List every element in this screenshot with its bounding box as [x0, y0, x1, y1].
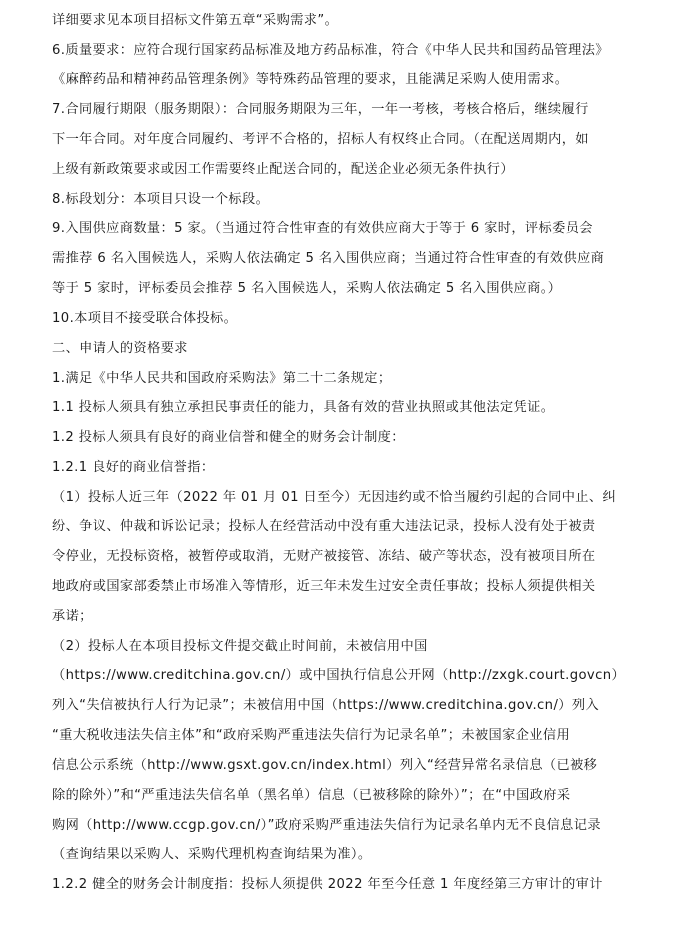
text-line: 1.2 投标人须具有良好的商业信誉和健全的财务会计制度：: [52, 430, 405, 445]
text-line: 除的除外）”和“严重违法失信名单（黑名单）信息（已被移除的除外）”；在“中国政府采: [52, 788, 571, 803]
text-line: 地政府或国家部委禁止市场准入等情形，近三年未发生过安全责任事故；投标人须提供相关: [52, 579, 596, 594]
text-line: 9.入围供应商数量：5 家。（当通过符合性审查的有效供应商大于等于 6 家时，评标委员会: [52, 221, 593, 236]
text-line: 上级有新政策要求或因工作需要终止配送合同的，配送企业必须无条件执行）: [52, 162, 514, 177]
text-line: 需推荐 6 名入围候选人，采购人依法确定 5 名入围供应商；当通过符合性审查的有效供应商: [52, 251, 605, 266]
text-line: 承诺；: [52, 609, 93, 624]
text-line: （https://www.creditchina.gov.cn/）或中国执行信息公开网（http://zxgk.court.govcn）: [52, 668, 626, 683]
text-line: 信息公示系统（http://www.gsxt.gov.cn/index.html）列入“经营异常名录信息（已被移: [52, 758, 598, 773]
text-line: 7.合同履行期限（服务期限）：合同服务期限为三年，一年一考核，考核合格后，继续履行: [52, 102, 589, 117]
text-line: 1.满足《中华人民共和国政府采购法》第二十二条规定；: [52, 371, 392, 386]
section-heading: 二、申请人的资格要求: [52, 341, 188, 356]
text-line: 8.标段划分：本项目只设一个标段。: [52, 192, 270, 207]
text-line: （查询结果以采购人、采购代理机构查询结果为准）。: [52, 847, 372, 862]
text-line: “重大税收违法失信主体”和“政府采购严重违法失信行为记录名单”；未被国家企业信用: [52, 728, 571, 743]
text-line: （2）投标人在本项目投标文件提交截止时间前，未被信用中国: [52, 639, 428, 654]
text-line: 详细要求见本项目招标文件第五章“采购需求”。: [52, 13, 339, 28]
text-line: 10.本项目不接受联合体投标。: [52, 311, 238, 326]
text-line: 列入“失信被执行人行为记录”；未被信用中国（https://www.creditchina.gov.cn/）列入: [52, 698, 600, 713]
text-line: （1）投标人近三年（2022 年 01 月 01 日至今）无因违约或不恰当履约引起的合同中止、纠: [52, 490, 617, 505]
text-line: 《麻醉药品和精神药品管理条例》等特殊药品管理的要求，且能满足采购人使用需求。: [52, 72, 569, 87]
text-line: 1.2.2 健全的财务会计制度指：投标人须提供 2022 年至今任意 1 年度经第三方审计的审计: [52, 877, 603, 892]
text-line: 等于 5 家时，评标委员会推荐 5 名入围候选人，采购人依法确定 5 名入围供应商。）: [52, 281, 562, 296]
text-line: 令停业，无投标资格，被暂停或取消，无财产被接管、冻结、破产等状态，没有被项目所在: [52, 549, 596, 564]
text-line: 纷、争议、仲裁和诉讼记录；投标人在经营活动中没有重大违法记录，投标人没有处于被责: [52, 519, 596, 534]
text-line: 下一年合同。对年度合同履约、考评不合格的，招标人有权终止合同。（在配送周期内，如: [52, 132, 589, 147]
text-line: 1.1 投标人须具有独立承担民事责任的能力，具备有效的营业执照或其他法定凭证。: [52, 400, 555, 415]
text-line: 6.质量要求：应符合现行国家药品标准及地方药品标准，符合《中华人民共和国药品管理法》: [52, 43, 609, 58]
text-line: 购网（http://www.ccgp.gov.cn/）”政府采购严重违法失信行为记录名单内无不良信息记录: [52, 818, 601, 833]
text-line: 1.2.1 良好的商业信誉指：: [52, 460, 215, 475]
